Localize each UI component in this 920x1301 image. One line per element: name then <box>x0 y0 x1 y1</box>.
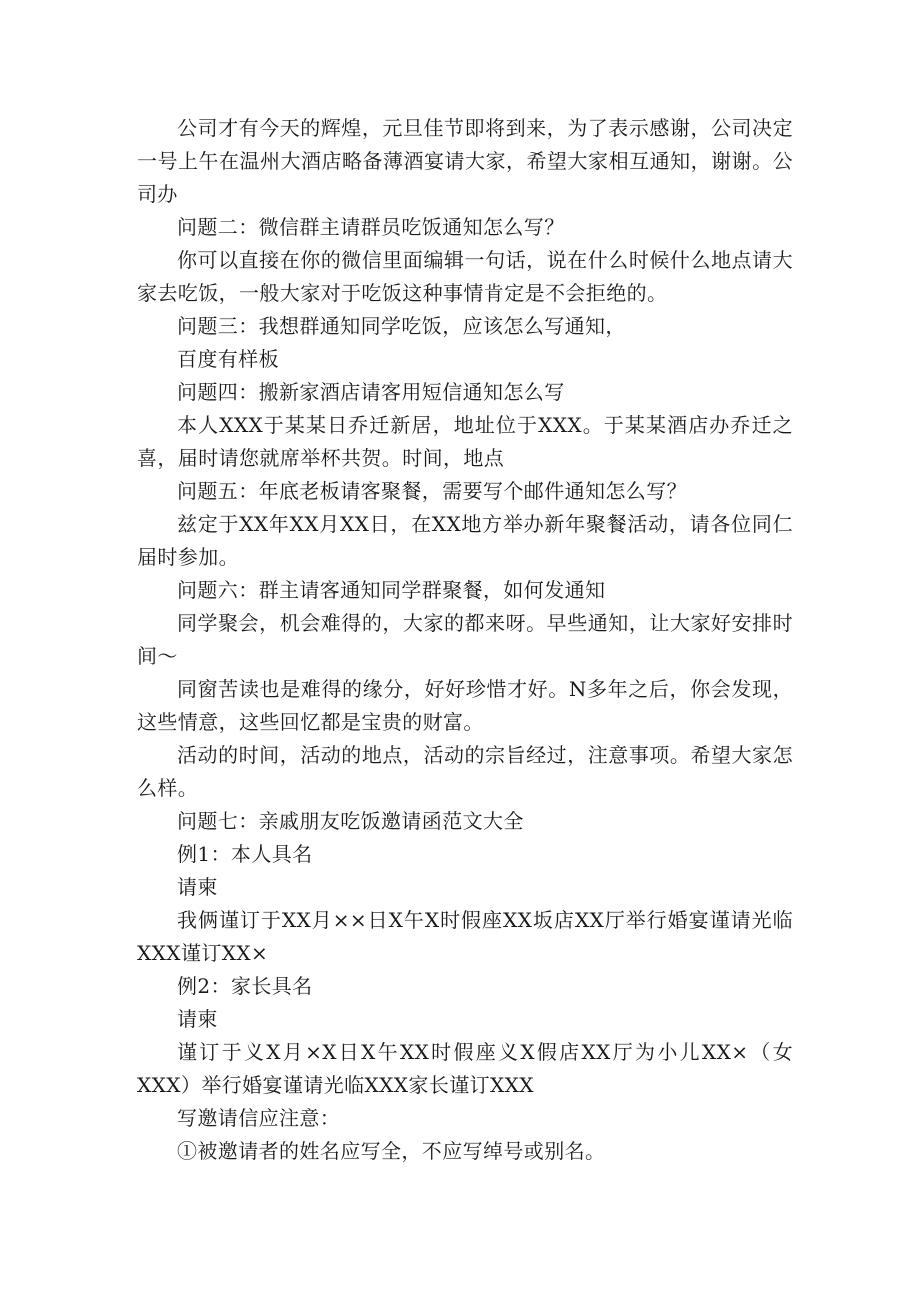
paragraph: 问题七：亲戚朋友吃饭邀请函范文大全 <box>177 809 524 833</box>
paragraph: 同学聚会，机会难得的，大家的都来呀。早些通知，让大家好安排时间～ <box>137 611 793 668</box>
paragraph: 问题六：群主请客通知同学群聚餐，如何发通知 <box>177 578 606 602</box>
paragraph: 写邀请信应注意： <box>177 1106 341 1130</box>
paragraph: 问题二：微信群主请群员吃饭通知怎么写？ <box>177 215 565 239</box>
paragraph: 你可以直接在你的微信里面编辑一句话，说在什么时候什么地点请大家去吃饭，一般大家对于吃饭这种事情肯定是不会拒绝的。 <box>137 248 793 305</box>
paragraph: 百度有样板 <box>177 347 279 371</box>
paragraph: 例2：家长具名 <box>177 974 313 998</box>
paragraph: 谨订于义X月×X日X午XX时假座义X假店XX厅为小儿XX×（女XXX）举行婚宴谨请光临XXX家长谨订XXX <box>137 1040 793 1097</box>
paragraph: 本人XXX于某某日乔迁新居，地址位于XXX。于某某酒店办乔迁之喜，届时请您就席举杯共贺。时间，地点 <box>137 413 793 470</box>
paragraph: 请柬 <box>177 875 218 899</box>
paragraph: 例1：本人具名 <box>177 842 313 866</box>
paragraph: 公司才有今天的辉煌，元旦佳节即将到来，为了表示感谢，公司决定一号上午在温州大酒店略备薄酒宴请大家，希望大家相互通知，谢谢。公司办 <box>137 116 793 206</box>
paragraph: 同窗苦读也是难得的缘分，好好珍惜才好。N多年之后，你会发现，这些情意，这些回忆都是宝贵的财富。 <box>137 677 793 734</box>
paragraph: 问题四：搬新家酒店请客用短信通知怎么写 <box>177 380 565 404</box>
paragraph: 兹定于XX年XX月XX日，在XX地方举办新年聚餐活动，请各位同仁届时参加。 <box>137 512 793 569</box>
paragraph: 问题三：我想群通知同学吃饭，应该怎么写通知， <box>177 314 626 338</box>
paragraph: 我俩谨订于XX月××日X午X时假座XX坂店XX厅举行婚宴谨请光临XXX谨订XX× <box>137 908 793 965</box>
paragraph: 问题五：年底老板请客聚餐，需要写个邮件通知怎么写？ <box>177 479 687 503</box>
document-body <box>137 112 793 1168</box>
paragraph: 请柬 <box>177 1007 218 1031</box>
paragraph: 活动的时间，活动的地点，活动的宗旨经过，注意事项。希望大家怎么样。 <box>137 743 793 800</box>
paragraph: ①被邀请者的姓名应写全，不应写绰号或别名。 <box>177 1139 606 1163</box>
